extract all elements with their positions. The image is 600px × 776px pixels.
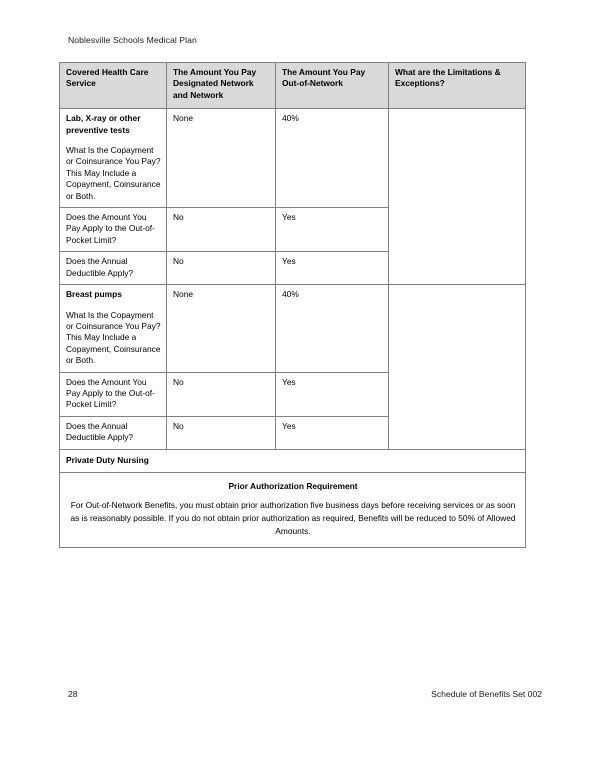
deductible-question-cell: Does the Annual Deductible Apply? (60, 416, 167, 449)
table-row (60, 109, 526, 208)
footer-document-label: Schedule of Benefits Set 002 (431, 689, 542, 699)
section-heading-private-duty-nursing: Private Duty Nursing (60, 449, 526, 472)
service-cell (60, 285, 167, 372)
deductible-network-cell: No (167, 416, 276, 449)
limitations-cell (389, 285, 526, 449)
column-header-pay-out-of-network: The Amount You Pay Out-of-Network (276, 63, 389, 109)
deductible-question-cell: Does the Annual Deductible Apply? (60, 252, 167, 285)
deductible-network-cell: No (167, 252, 276, 285)
service-title: Breast pumps (66, 289, 122, 300)
out-of-pocket-out-of-network-cell: Yes (276, 372, 389, 416)
out-of-pocket-question-cell: Does the Amount You Pay Apply to the Out-of-Pocket Limit? (60, 372, 167, 416)
service-title: Lab, X-ray or other preventive tests (66, 113, 141, 135)
footer-page-number: 28 (68, 689, 78, 699)
pay-out-of-network-cell: 40% (276, 285, 389, 372)
out-of-pocket-network-cell: No (167, 372, 276, 416)
table-header (60, 63, 526, 109)
service-cell (60, 109, 167, 208)
column-header-limitations: What are the Limitations & Exceptions? (389, 63, 526, 109)
out-of-pocket-question-cell: Does the Amount You Pay Apply to the Out-of-Pocket Limit? (60, 208, 167, 252)
prior-authorization-title-row (60, 472, 526, 496)
service-question: What Is the Copayment or Coinsurance You Pay? This May Include a Copayment, Coinsurance or Both. (66, 145, 161, 201)
service-question: What Is the Copayment or Coinsurance You Pay? This May Include a Copayment, Coinsurance or Both. (66, 309, 161, 366)
pay-network-cell: None (167, 109, 276, 208)
table-body (60, 109, 526, 548)
column-header-pay-network: The Amount You Pay Designated Network and Network (167, 63, 276, 109)
out-of-pocket-out-of-network-cell: Yes (276, 208, 389, 252)
table-header-row (60, 63, 526, 109)
table-section-row (60, 449, 526, 472)
pay-network-cell: None (167, 285, 276, 372)
column-header-covered-service: Covered Health Care Service (60, 63, 167, 109)
deductible-out-of-network-cell: Yes (276, 252, 389, 285)
deductible-out-of-network-cell: Yes (276, 416, 389, 449)
schedule-of-benefits-table (59, 62, 526, 548)
prior-authorization-body: For Out-of-Network Benefits, you must obtain prior authorization five business days before receiving services or as soon as is reasonably possible. If you do not obtain prior authorization as required, Benefits will be reduced to 50% of Allowed Amounts. (60, 496, 526, 547)
prior-authorization-body-row (60, 496, 526, 547)
out-of-pocket-network-cell: No (167, 208, 276, 252)
limitations-cell (389, 109, 526, 285)
table-row (60, 285, 526, 372)
pay-out-of-network-cell: 40% (276, 109, 389, 208)
prior-authorization-title: Prior Authorization Requirement (60, 472, 526, 496)
document-header-title: Noblesville Schools Medical Plan (68, 35, 197, 45)
